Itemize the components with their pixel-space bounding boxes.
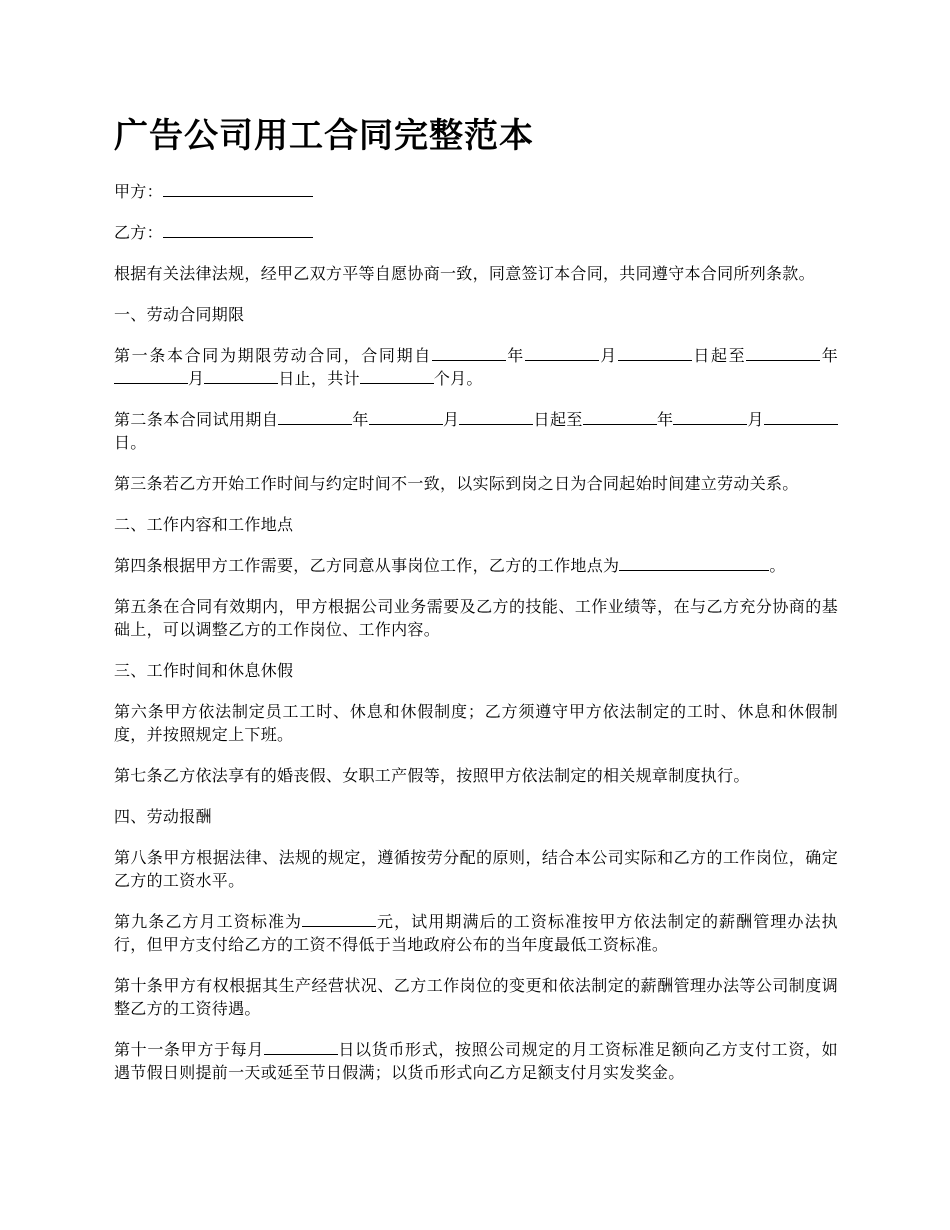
article-9-text: 第九条乙方月工资标准为 [114, 912, 303, 931]
article-1-text: 日止，共计 [278, 369, 360, 388]
article-1-text: 第一条本合同为期限劳动合同，合同期自 [114, 346, 432, 365]
article-2-text: 第二条本合同试用期自 [114, 410, 279, 429]
section-heading-2: 二、工作内容和工作地点 [114, 515, 294, 534]
party-a-blank [163, 182, 313, 197]
fill-blank [369, 410, 443, 425]
article-1-text: 日起至 [691, 346, 747, 365]
document-page [114, 112, 838, 1102]
fill-blank [459, 410, 533, 425]
article-6: 第六条甲方依法制定员工工时、休息和休假制度；乙方须遵守甲方依法制定的工时、休息和休假制度，并按照规定上下班。 [114, 702, 838, 744]
article-1-text: 月 [188, 369, 205, 388]
article-5: 第五条在合同有效期内，甲方根据公司业务需要及乙方的技能、工作业绩等，在与乙方充分协商的基础上，可以调整乙方的工作岗位、工作内容。 [114, 597, 838, 639]
article-2-text: 年 [656, 410, 674, 429]
party-a-label: 甲方： [114, 182, 163, 201]
section-heading-3: 三、工作时间和休息休假 [114, 661, 294, 680]
party-b-line [114, 221, 838, 244]
fill-blank [764, 410, 838, 425]
fill-blank [525, 346, 599, 361]
section-heading-1: 一、劳动合同期限 [114, 305, 245, 324]
article-3: 第三条若乙方开始工作时间与约定时间不一致，以实际到岗之日为合同起始时间建立劳动关系。 [114, 474, 799, 493]
fill-blank [618, 346, 692, 361]
article-1-text: 个月。 [433, 369, 483, 388]
article-4 [114, 554, 838, 577]
section-heading-4: 四、劳动报酬 [114, 807, 212, 826]
fill-blank [583, 410, 657, 425]
article-9 [114, 910, 838, 956]
article-10: 第十条甲方有权根据其生产经营状况、乙方工作岗位的变更和依法制定的薪酬管理办法等公司制度调整乙方的工资待遇。 [114, 976, 838, 1018]
fill-blank [673, 410, 747, 425]
party-b-label: 乙方： [114, 223, 163, 242]
party-b-blank [163, 223, 313, 238]
article-2-text: 日起至 [533, 410, 583, 429]
document-title: 广告公司用工合同完整范本 [114, 116, 534, 156]
fill-blank [360, 369, 434, 384]
fill-blank [302, 912, 376, 927]
article-4-text: 。 [769, 556, 786, 575]
article-2 [114, 408, 838, 454]
article-2-text: 日。 [114, 433, 147, 452]
article-1-text: 月 [598, 346, 618, 365]
article-1-text: 年 [820, 346, 838, 365]
article-1-text: 年 [505, 346, 525, 365]
article-11 [114, 1038, 838, 1084]
article-2-text: 月 [747, 410, 764, 429]
article-9-text: 元，试用期满后的工资标准按甲方依法制定的薪酬管理办法执行，但甲方支付给乙方的工资不得低于当地政府公布的当年度最低工资标准。 [114, 912, 838, 954]
fill-blank [204, 369, 278, 384]
article-8: 第八条甲方根据法律、法规的规定，遵循按劳分配的原则，结合本公司实际和乙方的工作岗位，确定乙方的工资水平。 [114, 848, 838, 890]
article-11-text: 第十一条甲方于每月 [114, 1040, 264, 1059]
article-2-text: 月 [442, 410, 460, 429]
fill-blank [264, 1040, 338, 1055]
fill-blank [746, 346, 820, 361]
article-7: 第七条乙方依法享有的婚丧假、女职工产假等，按照甲方依法制定的相关规章制度执行。 [114, 766, 750, 785]
article-2-text: 年 [352, 410, 369, 429]
fill-blank [432, 346, 506, 361]
fill-blank [114, 369, 188, 384]
article-4-text: 第四条根据甲方工作需要，乙方同意从事岗位工作，乙方的工作地点为 [114, 556, 620, 575]
fill-blank [278, 410, 352, 425]
article-1 [114, 344, 838, 390]
fill-blank [619, 556, 769, 571]
party-a-line [114, 180, 838, 203]
article-11-text: 日以货币形式，按照公司规定的月工资标准足额向乙方支付工资，如遇节假日则提前一天或延至节日假满；以货币形式向乙方足额支付月实发奖金。 [114, 1040, 838, 1082]
intro-paragraph: 根据有关法律法规，经甲乙双方平等自愿协商一致，同意签订本合同，共同遵守本合同所列条款。 [114, 264, 815, 283]
